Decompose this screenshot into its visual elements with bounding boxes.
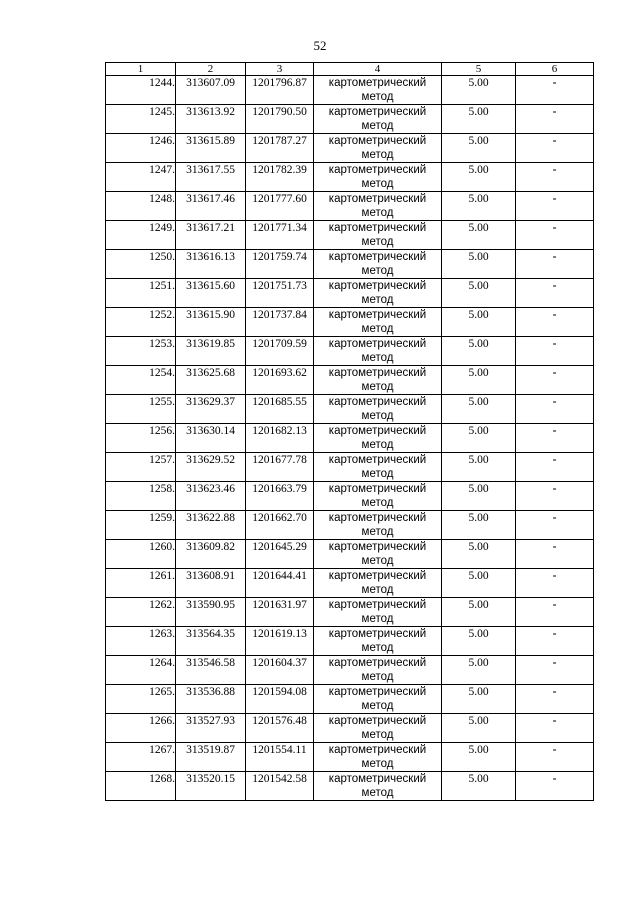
method-cell: картометрический метод <box>314 714 442 743</box>
note-cell: - <box>516 337 594 366</box>
note-cell: - <box>516 424 594 453</box>
x-coordinate-cell: 313617.46 <box>176 192 246 221</box>
accuracy-cell: 5.00 <box>442 743 516 772</box>
table-row <box>106 714 594 743</box>
accuracy-cell: 5.00 <box>442 221 516 250</box>
table-row <box>106 192 594 221</box>
y-coordinate-cell: 1201644.41 <box>246 569 314 598</box>
y-coordinate-cell: 1201576.48 <box>246 714 314 743</box>
x-coordinate-cell: 313629.37 <box>176 395 246 424</box>
accuracy-cell: 5.00 <box>442 105 516 134</box>
point-number-cell: 1254. <box>106 366 176 395</box>
method-cell: картометрический метод <box>314 250 442 279</box>
y-coordinate-cell: 1201682.13 <box>246 424 314 453</box>
column-header-2: 2 <box>176 63 246 76</box>
table-row <box>106 221 594 250</box>
table-row <box>106 482 594 511</box>
method-cell: картометрический метод <box>314 134 442 163</box>
point-number-cell: 1249. <box>106 221 176 250</box>
note-cell: - <box>516 395 594 424</box>
accuracy-cell: 5.00 <box>442 714 516 743</box>
note-cell: - <box>516 772 594 801</box>
x-coordinate-cell: 313623.46 <box>176 482 246 511</box>
accuracy-cell: 5.00 <box>442 656 516 685</box>
x-coordinate-cell: 313615.89 <box>176 134 246 163</box>
note-cell: - <box>516 192 594 221</box>
y-coordinate-cell: 1201771.34 <box>246 221 314 250</box>
note-cell: - <box>516 714 594 743</box>
y-coordinate-cell: 1201782.39 <box>246 163 314 192</box>
x-coordinate-cell: 313630.14 <box>176 424 246 453</box>
point-number-cell: 1247. <box>106 163 176 192</box>
y-coordinate-cell: 1201737.84 <box>246 308 314 337</box>
note-cell: - <box>516 482 594 511</box>
accuracy-cell: 5.00 <box>442 627 516 656</box>
point-number-cell: 1259. <box>106 511 176 540</box>
method-cell: картометрический метод <box>314 453 442 482</box>
table-row <box>106 424 594 453</box>
note-cell: - <box>516 134 594 163</box>
table-row <box>106 163 594 192</box>
method-cell: картометрический метод <box>314 772 442 801</box>
point-number-cell: 1246. <box>106 134 176 163</box>
note-cell: - <box>516 105 594 134</box>
x-coordinate-cell: 313613.92 <box>176 105 246 134</box>
accuracy-cell: 5.00 <box>442 250 516 279</box>
x-coordinate-cell: 313519.87 <box>176 743 246 772</box>
method-cell: картометрический метод <box>314 569 442 598</box>
point-number-cell: 1244. <box>106 76 176 105</box>
method-cell: картометрический метод <box>314 424 442 453</box>
point-number-cell: 1248. <box>106 192 176 221</box>
method-cell: картометрический метод <box>314 76 442 105</box>
note-cell: - <box>516 453 594 482</box>
table-row <box>106 366 594 395</box>
coordinates-table <box>105 62 594 801</box>
accuracy-cell: 5.00 <box>442 192 516 221</box>
method-cell: картометрический метод <box>314 656 442 685</box>
table-row <box>106 656 594 685</box>
accuracy-cell: 5.00 <box>442 540 516 569</box>
accuracy-cell: 5.00 <box>442 569 516 598</box>
accuracy-cell: 5.00 <box>442 685 516 714</box>
y-coordinate-cell: 1201790.50 <box>246 105 314 134</box>
x-coordinate-cell: 313564.35 <box>176 627 246 656</box>
table-row <box>106 627 594 656</box>
y-coordinate-cell: 1201777.60 <box>246 192 314 221</box>
method-cell: картометрический метод <box>314 308 442 337</box>
point-number-cell: 1245. <box>106 105 176 134</box>
note-cell: - <box>516 685 594 714</box>
table-row <box>106 279 594 308</box>
x-coordinate-cell: 313536.88 <box>176 685 246 714</box>
point-number-cell: 1265. <box>106 685 176 714</box>
method-cell: картометрический метод <box>314 279 442 308</box>
x-coordinate-cell: 313629.52 <box>176 453 246 482</box>
x-coordinate-cell: 313609.82 <box>176 540 246 569</box>
method-cell: картометрический метод <box>314 627 442 656</box>
accuracy-cell: 5.00 <box>442 163 516 192</box>
y-coordinate-cell: 1201619.13 <box>246 627 314 656</box>
point-number-cell: 1251. <box>106 279 176 308</box>
method-cell: картометрический метод <box>314 366 442 395</box>
note-cell: - <box>516 598 594 627</box>
x-coordinate-cell: 313608.91 <box>176 569 246 598</box>
y-coordinate-cell: 1201709.59 <box>246 337 314 366</box>
accuracy-cell: 5.00 <box>442 453 516 482</box>
table-row <box>106 308 594 337</box>
note-cell: - <box>516 76 594 105</box>
x-coordinate-cell: 313616.13 <box>176 250 246 279</box>
table-row <box>106 569 594 598</box>
method-cell: картометрический метод <box>314 337 442 366</box>
method-cell: картометрический метод <box>314 511 442 540</box>
note-cell: - <box>516 511 594 540</box>
note-cell: - <box>516 308 594 337</box>
table-row <box>106 772 594 801</box>
x-coordinate-cell: 313607.09 <box>176 76 246 105</box>
y-coordinate-cell: 1201751.73 <box>246 279 314 308</box>
note-cell: - <box>516 250 594 279</box>
note-cell: - <box>516 656 594 685</box>
table-row <box>106 511 594 540</box>
column-header-6: 6 <box>516 63 594 76</box>
x-coordinate-cell: 313520.15 <box>176 772 246 801</box>
y-coordinate-cell: 1201631.97 <box>246 598 314 627</box>
note-cell: - <box>516 569 594 598</box>
y-coordinate-cell: 1201645.29 <box>246 540 314 569</box>
method-cell: картометрический метод <box>314 395 442 424</box>
table-body <box>106 76 594 801</box>
table-row <box>106 337 594 366</box>
y-coordinate-cell: 1201787.27 <box>246 134 314 163</box>
point-number-cell: 1257. <box>106 453 176 482</box>
accuracy-cell: 5.00 <box>442 395 516 424</box>
accuracy-cell: 5.00 <box>442 482 516 511</box>
note-cell: - <box>516 221 594 250</box>
note-cell: - <box>516 279 594 308</box>
x-coordinate-cell: 313617.21 <box>176 221 246 250</box>
accuracy-cell: 5.00 <box>442 308 516 337</box>
method-cell: картометрический метод <box>314 221 442 250</box>
x-coordinate-cell: 313622.88 <box>176 511 246 540</box>
point-number-cell: 1255. <box>106 395 176 424</box>
point-number-cell: 1256. <box>106 424 176 453</box>
x-coordinate-cell: 313615.90 <box>176 308 246 337</box>
point-number-cell: 1263. <box>106 627 176 656</box>
y-coordinate-cell: 1201604.37 <box>246 656 314 685</box>
point-number-cell: 1253. <box>106 337 176 366</box>
y-coordinate-cell: 1201662.70 <box>246 511 314 540</box>
point-number-cell: 1267. <box>106 743 176 772</box>
point-number-cell: 1264. <box>106 656 176 685</box>
x-coordinate-cell: 313615.60 <box>176 279 246 308</box>
method-cell: картометрический метод <box>314 105 442 134</box>
table-row <box>106 598 594 627</box>
point-number-cell: 1268. <box>106 772 176 801</box>
point-number-cell: 1250. <box>106 250 176 279</box>
column-header-3: 3 <box>246 63 314 76</box>
table-row <box>106 685 594 714</box>
method-cell: картометрический метод <box>314 598 442 627</box>
point-number-cell: 1262. <box>106 598 176 627</box>
point-number-cell: 1261. <box>106 569 176 598</box>
table-row <box>106 134 594 163</box>
accuracy-cell: 5.00 <box>442 134 516 163</box>
table-row <box>106 250 594 279</box>
y-coordinate-cell: 1201663.79 <box>246 482 314 511</box>
x-coordinate-cell: 313619.85 <box>176 337 246 366</box>
note-cell: - <box>516 540 594 569</box>
y-coordinate-cell: 1201594.08 <box>246 685 314 714</box>
column-header-5: 5 <box>442 63 516 76</box>
x-coordinate-cell: 313527.93 <box>176 714 246 743</box>
accuracy-cell: 5.00 <box>442 279 516 308</box>
y-coordinate-cell: 1201554.11 <box>246 743 314 772</box>
point-number-cell: 1252. <box>106 308 176 337</box>
accuracy-cell: 5.00 <box>442 772 516 801</box>
x-coordinate-cell: 313625.68 <box>176 366 246 395</box>
y-coordinate-cell: 1201693.62 <box>246 366 314 395</box>
x-coordinate-cell: 313617.55 <box>176 163 246 192</box>
table-row <box>106 105 594 134</box>
y-coordinate-cell: 1201685.55 <box>246 395 314 424</box>
accuracy-cell: 5.00 <box>442 337 516 366</box>
point-number-cell: 1266. <box>106 714 176 743</box>
method-cell: картометрический метод <box>314 192 442 221</box>
table-row <box>106 743 594 772</box>
y-coordinate-cell: 1201677.78 <box>246 453 314 482</box>
method-cell: картометрический метод <box>314 482 442 511</box>
y-coordinate-cell: 1201796.87 <box>246 76 314 105</box>
method-cell: картометрический метод <box>314 685 442 714</box>
x-coordinate-cell: 313590.95 <box>176 598 246 627</box>
accuracy-cell: 5.00 <box>442 511 516 540</box>
point-number-cell: 1260. <box>106 540 176 569</box>
note-cell: - <box>516 627 594 656</box>
method-cell: картометрический метод <box>314 163 442 192</box>
table-row <box>106 395 594 424</box>
note-cell: - <box>516 366 594 395</box>
accuracy-cell: 5.00 <box>442 76 516 105</box>
table-row <box>106 453 594 482</box>
y-coordinate-cell: 1201542.58 <box>246 772 314 801</box>
note-cell: - <box>516 743 594 772</box>
method-cell: картометрический метод <box>314 540 442 569</box>
accuracy-cell: 5.00 <box>442 598 516 627</box>
column-header-4: 4 <box>314 63 442 76</box>
table-row <box>106 76 594 105</box>
column-header-1: 1 <box>106 63 176 76</box>
table-row <box>106 540 594 569</box>
method-cell: картометрический метод <box>314 743 442 772</box>
note-cell: - <box>516 163 594 192</box>
accuracy-cell: 5.00 <box>442 366 516 395</box>
x-coordinate-cell: 313546.58 <box>176 656 246 685</box>
page-number: 52 <box>313 38 327 53</box>
table-header-row <box>106 63 594 76</box>
point-number-cell: 1258. <box>106 482 176 511</box>
accuracy-cell: 5.00 <box>442 424 516 453</box>
y-coordinate-cell: 1201759.74 <box>246 250 314 279</box>
